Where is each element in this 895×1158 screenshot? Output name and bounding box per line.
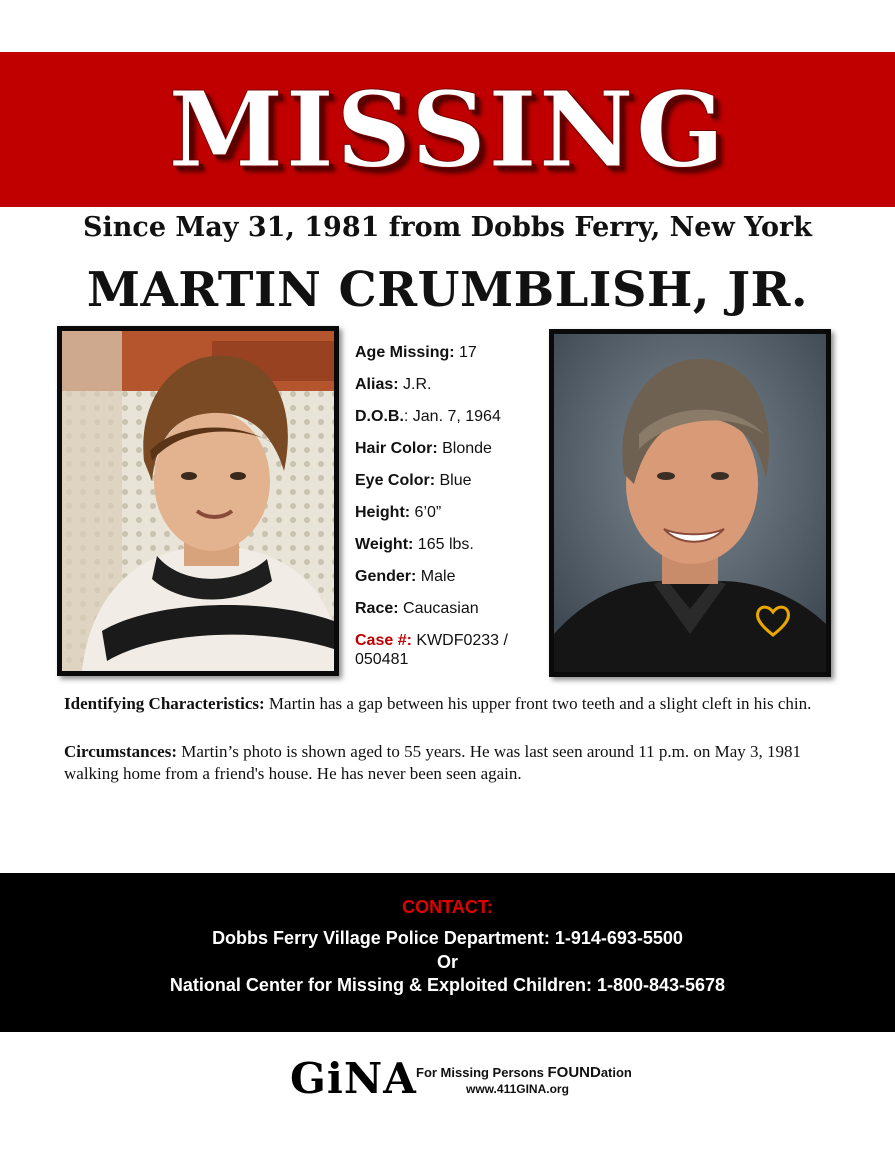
detail-value: Caucasian xyxy=(398,600,479,617)
detail-label: Alias: xyxy=(355,376,399,393)
detail-weight xyxy=(355,535,545,567)
case-value: KWDF0233 / 050481 xyxy=(355,632,508,668)
tagline-text: For Missing Persons xyxy=(416,1065,548,1080)
identifying-characteristics xyxy=(64,693,834,715)
banner-title: MISSING xyxy=(168,67,727,191)
portrait-photo-icon xyxy=(62,331,334,671)
circumstances-label: Circumstances: xyxy=(64,742,177,761)
identifying-text: Martin has a gap between his upper front two teeth and a slight cleft in his chin. xyxy=(264,694,812,713)
missing-since: Since May 31, 1981 from Dobbs Ferry, New York xyxy=(83,212,812,243)
contact-police: Dobbs Ferry Village Police Department: 1-914-693-5500 xyxy=(212,928,683,948)
case-label: Case #: xyxy=(355,632,412,649)
tagline-found: FOUND xyxy=(547,1064,601,1081)
detail-eye-color xyxy=(355,471,545,503)
detail-label: Age Missing: xyxy=(355,344,455,361)
detail-value: : Jan. 7, 1964 xyxy=(403,408,501,425)
person-name: MARTIN CRUMBLISH, JR. xyxy=(86,262,809,318)
detail-label: Eye Color: xyxy=(355,472,436,489)
contact-section xyxy=(0,873,895,1032)
gina-url[interactable]: www.411GINA.org xyxy=(466,1082,569,1096)
detail-value: 6’0” xyxy=(410,504,442,521)
detail-label: Hair Color: xyxy=(355,440,438,457)
circumstances xyxy=(64,741,834,785)
detail-label: D.O.B. xyxy=(355,408,404,425)
detail-value: Blue xyxy=(435,472,472,489)
missing-banner xyxy=(0,52,895,207)
detail-race xyxy=(355,599,545,631)
detail-value: Male xyxy=(416,568,456,585)
contact-ncmec: National Center for Missing & Exploited Children: 1-800-843-5678 xyxy=(169,975,726,995)
detail-value: J.R. xyxy=(398,376,432,393)
detail-value: 165 lbs. xyxy=(413,536,474,553)
detail-dob xyxy=(355,407,545,439)
circumstances-text: Martin’s photo is shown aged to 55 years. He was last seen around 11 p.m. on May 3, 1981 walking home from a friend's house. He has never been seen again. xyxy=(64,742,802,783)
heart-logo-icon xyxy=(754,604,792,638)
gina-logo: GiNA xyxy=(290,1054,417,1103)
detail-label: Gender: xyxy=(355,568,417,585)
detail-height xyxy=(355,503,545,535)
detail-label: Weight: xyxy=(355,536,414,553)
identifying-label: Identifying Characteristics: xyxy=(64,694,265,713)
detail-label: Height: xyxy=(355,504,411,521)
detail-value: 17 xyxy=(454,344,477,361)
childhood-photo xyxy=(57,326,339,676)
detail-age-missing xyxy=(355,343,545,375)
detail-value: Blonde xyxy=(437,440,492,457)
detail-alias xyxy=(355,375,545,407)
detail-label: Race: xyxy=(355,600,399,617)
gina-tagline xyxy=(416,1065,646,1081)
detail-gender xyxy=(355,567,545,599)
detail-hair-color xyxy=(355,439,545,471)
details-list xyxy=(355,343,545,668)
contact-or: Or xyxy=(436,952,458,972)
contact-title: CONTACT: xyxy=(402,897,493,917)
detail-case-number xyxy=(355,631,545,668)
age-progressed-photo xyxy=(549,329,831,677)
tagline-suffix: ation xyxy=(600,1065,632,1080)
